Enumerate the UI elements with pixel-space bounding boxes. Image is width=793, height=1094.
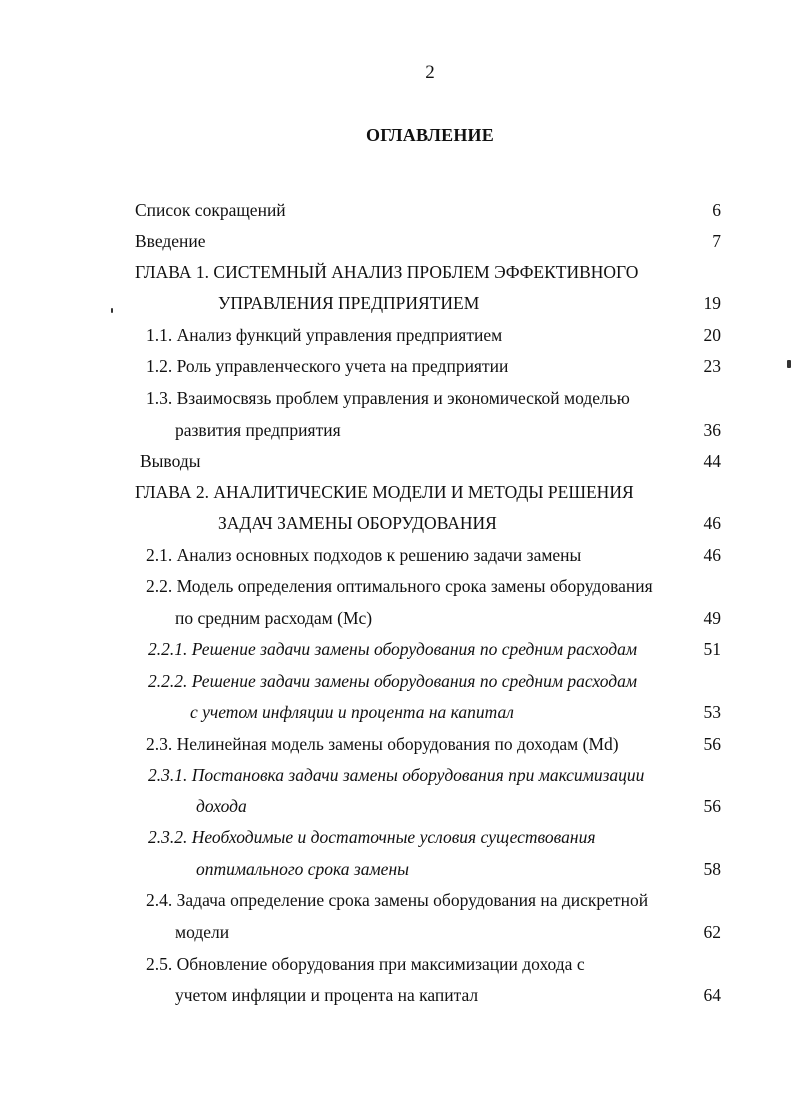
toc-entry-2-2-2: 2.2.2. Решение задачи замены оборудования по средним расходам bbox=[148, 671, 638, 691]
toc-page: 62 bbox=[703, 922, 721, 942]
toc-page: 56 bbox=[703, 734, 721, 754]
toc-entry-conclusions: Выводы bbox=[140, 451, 201, 471]
toc-entry-2-5: 2.5. Обновление оборудования при максимизации дохода с bbox=[146, 954, 585, 974]
toc-entry-1-2: 1.2. Роль управленческого учета на предприятии bbox=[146, 356, 509, 376]
toc-page: 58 bbox=[703, 859, 721, 879]
toc-page: 19 bbox=[703, 293, 721, 313]
toc-page: 64 bbox=[703, 985, 721, 1005]
toc-entry-2-4: 2.4. Задача определение срока замены оборудования на дискретной bbox=[146, 890, 649, 910]
toc-entry-2-3-2-cont: оптимального срока замены bbox=[196, 859, 409, 879]
toc-entry-1-3-cont: развития предприятия bbox=[175, 420, 341, 440]
toc-entry-chapter1-cont: УПРАВЛЕНИЯ ПРЕДПРИЯТИЕМ bbox=[218, 293, 480, 313]
toc-entry-introduction: Введение bbox=[135, 231, 206, 251]
toc-page: 20 bbox=[703, 325, 721, 345]
toc-page: 49 bbox=[703, 608, 721, 628]
toc-entry-2-3-1: 2.3.1. Постановка задачи замены оборудования при максимизации bbox=[148, 765, 645, 785]
toc-entry-2-2: 2.2. Модель определения оптимального срока замены оборудования bbox=[146, 576, 653, 596]
toc-page: 44 bbox=[703, 451, 721, 471]
toc-page: 36 bbox=[703, 420, 721, 440]
toc-entry-1-3: 1.3. Взаимосвязь проблем управления и экономической моделью bbox=[146, 388, 630, 408]
toc-entry-2-5-cont: учетом инфляции и процента на капитал bbox=[175, 985, 479, 1005]
scan-speck bbox=[787, 360, 791, 368]
toc-entry-chapter2: ГЛАВА 2. АНАЛИТИЧЕСКИЕ МОДЕЛИ И МЕТОДЫ РЕШЕНИЯ bbox=[135, 482, 634, 502]
toc-entry-2-3-2: 2.3.2. Необходимые и достаточные условия существования bbox=[148, 827, 596, 847]
toc-entry-1-1: 1.1. Анализ функций управления предприятием bbox=[146, 325, 503, 345]
toc-entry-2-2-1: 2.2.1. Решение задачи замены оборудования по средним расходам bbox=[148, 639, 638, 659]
toc-page: 46 bbox=[703, 545, 721, 565]
toc-entry-abbreviations: Список сокращений bbox=[135, 200, 286, 220]
toc-page: 51 bbox=[703, 639, 721, 659]
toc-page: 53 bbox=[703, 702, 721, 722]
toc-page: 23 bbox=[703, 356, 721, 376]
toc-entry-2-3: 2.3. Нелинейная модель замены оборудования по доходам (Md) bbox=[146, 734, 619, 754]
page-number: 2 bbox=[425, 62, 435, 83]
toc-page: 7 bbox=[712, 231, 721, 251]
toc-entry-2-2-2-cont: с учетом инфляции и процента на капитал bbox=[190, 702, 514, 722]
toc-entry-2-4-cont: модели bbox=[175, 922, 230, 942]
toc-entry-chapter1: ГЛАВА 1. СИСТЕМНЫЙ АНАЛИЗ ПРОБЛЕМ ЭФФЕКТИВНОГО bbox=[135, 262, 639, 282]
toc-page: 56 bbox=[703, 796, 721, 816]
toc-entry-2-1: 2.1. Анализ основных подходов к решению задачи замены bbox=[146, 545, 582, 565]
toc-entry-2-3-1-cont: дохода bbox=[196, 796, 247, 816]
scan-speck bbox=[111, 308, 113, 313]
toc-entry-2-2-cont: по средним расходам (Mc) bbox=[175, 608, 373, 628]
toc-page: 46 bbox=[703, 513, 721, 533]
toc-page: 6 bbox=[712, 200, 721, 220]
toc-entry-chapter2-cont: ЗАДАЧ ЗАМЕНЫ ОБОРУДОВАНИЯ bbox=[218, 513, 497, 533]
page-title: ОГЛАВЛЕНИЕ bbox=[366, 125, 494, 145]
